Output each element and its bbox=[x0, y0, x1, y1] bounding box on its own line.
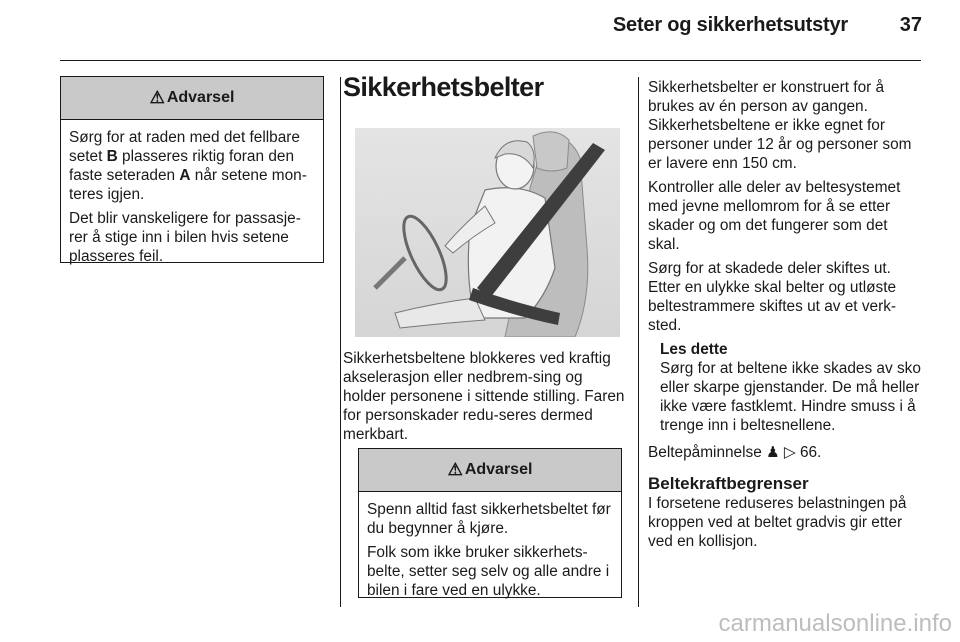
seatbelt-illustration bbox=[355, 128, 620, 337]
seat-label-a: A bbox=[179, 167, 191, 184]
warning-triangle-icon: ⚠ bbox=[447, 460, 463, 479]
column-divider-left bbox=[340, 77, 341, 607]
paragraph: Sikkerhetsbelter er konstruert for å brukes av én person av gangen. Sikkerhetsbeltene er ikke egnet for personer under 12 år og personer som er lavere enn 150 cm. bbox=[648, 79, 912, 172]
warning-title: Advarsel bbox=[464, 461, 533, 478]
warning-triangle-icon: ⚠ bbox=[149, 88, 165, 107]
text-run: Sørg for at raden med det fellbare setet bbox=[69, 129, 300, 165]
seatbelt-reminder-icon: ♟ bbox=[766, 444, 780, 461]
header-rule bbox=[60, 60, 921, 61]
reminder-line bbox=[648, 443, 923, 462]
warning-paragraph: Spenn alltid fast sikkerhetsbeltet før du begynner å kjøre. bbox=[367, 501, 611, 537]
warning-box-seatbelt bbox=[358, 448, 622, 598]
paragraph: Sørg for at skadede deler skiftes ut. Etter en ulykke skal belter og utløste beltestrammere skiftes ut av et verk-sted. bbox=[648, 260, 897, 334]
warning-paragraph: Det blir vanskeligere for passasje-rer å stige inn i bilen hvis setene plasseres feil. bbox=[69, 210, 301, 265]
subsection-title: Beltekraftbegrenser bbox=[648, 474, 809, 493]
warning-body bbox=[61, 120, 323, 279]
paragraph: I forsetene reduseres belastningen på kroppen ved at beltet gradvis gir etter ved en kollisjon. bbox=[648, 495, 907, 550]
warning-header bbox=[61, 77, 323, 120]
page-ref-arrow-icon: ▷ bbox=[783, 444, 796, 461]
warning-header bbox=[359, 449, 621, 492]
warning-paragraph: Folk som ikke bruker sikkerhets-belte, setter seg selv og alle andre i bilen i fare ved en ulykke. bbox=[367, 544, 610, 599]
text-run: plasseres riktig foran den faste seteraden bbox=[69, 148, 295, 184]
page-number: 37 bbox=[899, 14, 922, 36]
warning-body bbox=[359, 492, 621, 613]
watermark: carmanualsonline.info bbox=[718, 610, 952, 637]
page-ref-link[interactable]: 66. bbox=[799, 444, 822, 461]
note-title: Les dette bbox=[660, 341, 728, 358]
page-header-title: Seter og sikkerhetsutstyr bbox=[612, 14, 848, 36]
intro-paragraph: Sikkerhetsbeltene blokkeres ved kraftig akselerasjon eller nedbrem-sing og holder personene i sittende stilling. Faren for personskader redu-seres dermed merkbart. bbox=[343, 350, 625, 443]
note-block bbox=[648, 340, 923, 435]
warning-paragraph bbox=[69, 128, 315, 204]
warning-title: Advarsel bbox=[166, 89, 235, 106]
reminder-label: Beltepåminnelse bbox=[648, 444, 762, 461]
right-column-text bbox=[648, 78, 923, 556]
warning-box-seats bbox=[60, 76, 324, 263]
intro-text bbox=[343, 349, 628, 449]
paragraph: Kontroller alle deler av beltesystemet med jevne mellomrom for å se etter skader og om det fungerer som det skal. bbox=[648, 179, 901, 253]
seatbelt-figure-svg bbox=[355, 128, 620, 337]
text-run: når setene mon-teres igjen. bbox=[69, 167, 307, 203]
column-divider-right bbox=[638, 77, 639, 607]
seat-label-b: B bbox=[106, 148, 118, 165]
section-title: Sikkerhetsbelter bbox=[343, 72, 544, 102]
note-text: Sørg for at beltene ikke skades av sko eller skarpe gjenstander. De må heller ikke være fastklemt. Hindre smuss i å trenge inn i beltesnellene. bbox=[660, 360, 921, 434]
